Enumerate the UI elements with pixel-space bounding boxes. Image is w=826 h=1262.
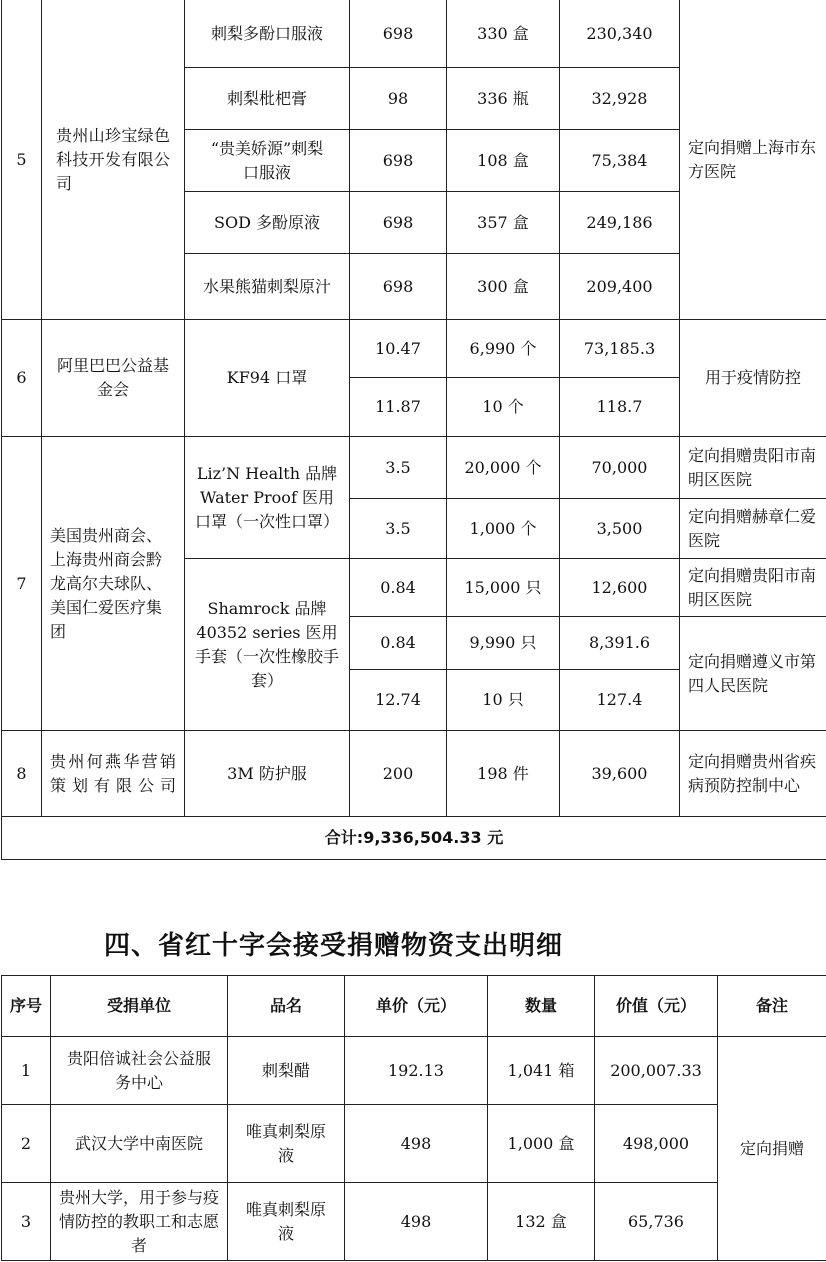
quantity: 300 盒 [447,254,560,320]
donor-name: 美国贵州商会、上海贵州商会黔龙高尔夫球队、美国仁爱医疗集团 [42,437,185,731]
item-name: 唯真刺梨原液 [228,1183,345,1261]
item-name: 刺梨醋 [228,1037,345,1105]
table-row [2,731,826,817]
value: 118.7 [560,378,680,437]
quantity: 132 盒 [488,1183,595,1261]
table-row [2,0,826,68]
quantity: 1,041 箱 [488,1037,595,1105]
quantity: 1,000 盒 [488,1105,595,1183]
row-number: 1 [2,1037,51,1105]
donation-table-continued [1,0,826,860]
unit-price: 3.5 [350,499,447,559]
note: 定向捐赠上海市东方医院 [680,0,826,320]
table-row [2,1183,826,1261]
unit-price: 0.84 [350,617,447,670]
row-number: 3 [2,1183,51,1261]
header-value: 价值（元） [595,976,718,1037]
item-name: SOD 多酚原液 [185,192,350,254]
value: 249,186 [560,192,680,254]
value: 39,600 [560,731,680,817]
quantity: 9,990 只 [447,617,560,670]
item-name: 刺梨多酚口服液 [185,0,350,68]
quantity: 1,000 个 [447,499,560,559]
expenditure-table [1,975,826,1261]
value: 230,340 [560,0,680,68]
item-name: 水果熊猫刺梨原汁 [185,254,350,320]
note: 用于疫情防控 [680,320,826,437]
quantity: 20,000 个 [447,437,560,499]
note: 定向捐赠赫章仁爱医院 [680,499,826,559]
quantity: 108 盒 [447,130,560,192]
unit-price: 10.47 [350,320,447,378]
value: 12,600 [560,559,680,617]
unit-price: 192.13 [345,1037,488,1105]
note: 定向捐赠遵义市第四人民医院 [680,617,826,731]
table-row [2,1105,826,1183]
donor-name: 贵州何燕华营销策划有限公司 [42,731,185,817]
item-name: KF94 口罩 [185,320,350,437]
total-row [2,817,826,860]
unit-price: 98 [350,68,447,130]
recipient: 贵州大学，用于参与疫情防控的教职工和志愿者 [51,1183,228,1261]
item-name: Liz’N Health 品牌 Water Proof 医用口罩（一次性口罩） [185,437,350,559]
recipient: 贵阳倍诚社会公益服务中心 [51,1037,228,1105]
item-name: 刺梨枇杷膏 [185,68,350,130]
value: 498,000 [595,1105,718,1183]
row-number: 5 [2,0,42,320]
table-row [2,437,826,499]
table-row [2,1037,826,1105]
quantity: 357 盒 [447,192,560,254]
header-note: 备注 [718,976,826,1037]
recipient: 武汉大学中南医院 [51,1105,228,1183]
unit-price: 698 [350,254,447,320]
note: 定向捐赠贵阳市南明区医院 [680,437,826,499]
value: 65,736 [595,1183,718,1261]
unit-price: 200 [350,731,447,817]
value: 209,400 [560,254,680,320]
unit-price: 11.87 [350,378,447,437]
note: 定向捐赠贵州省疾病预防控制中心 [680,731,826,817]
unit-price: 698 [350,130,447,192]
header-item: 品名 [228,976,345,1037]
unit-price: 0.84 [350,559,447,617]
quantity: 330 盒 [447,0,560,68]
header-no: 序号 [2,976,51,1037]
unit-price: 698 [350,0,447,68]
value: 127.4 [560,670,680,731]
unit-price: 698 [350,192,447,254]
unit-price: 498 [345,1183,488,1261]
header-quantity: 数量 [488,976,595,1037]
item-name: 3M 防护服 [185,731,350,817]
item-name: “贵美娇源”刺梨口服液 [185,130,350,192]
item-name: 唯真刺梨原液 [228,1105,345,1183]
quantity: 336 瓶 [447,68,560,130]
value: 3,500 [560,499,680,559]
quantity: 10 只 [447,670,560,731]
note: 定向捐赠贵阳市南明区医院 [680,559,826,617]
table-row [2,320,826,378]
value: 32,928 [560,68,680,130]
row-number: 8 [2,731,42,817]
quantity: 198 件 [447,731,560,817]
unit-price: 498 [345,1105,488,1183]
row-number: 6 [2,320,42,437]
donor-name: 阿里巴巴公益基金会 [42,320,185,437]
unit-price: 12.74 [350,670,447,731]
value: 8,391.6 [560,617,680,670]
header-price: 单价（元） [345,976,488,1037]
table-header-row [2,976,826,1037]
note: 定向捐赠 [718,1037,826,1261]
value: 70,000 [560,437,680,499]
quantity: 10 个 [447,378,560,437]
donor-name: 贵州山珍宝绿色科技开发有限公司 [42,0,185,320]
unit-price: 3.5 [350,437,447,499]
value: 200,007.33 [595,1037,718,1105]
value: 75,384 [560,130,680,192]
item-name: Shamrock 品牌 40352 series 医用手套（一次性橡胶手套） [185,559,350,731]
header-recipient: 受捐单位 [51,976,228,1037]
quantity: 6,990 个 [447,320,560,378]
row-number: 2 [2,1105,51,1183]
grand-total: 合计:9,336,504.33 元 [2,817,826,860]
row-number: 7 [2,437,42,731]
value: 73,185.3 [560,320,680,378]
section-title: 四、省红十字会接受捐赠物资支出明细 [104,931,564,961]
quantity: 15,000 只 [447,559,560,617]
